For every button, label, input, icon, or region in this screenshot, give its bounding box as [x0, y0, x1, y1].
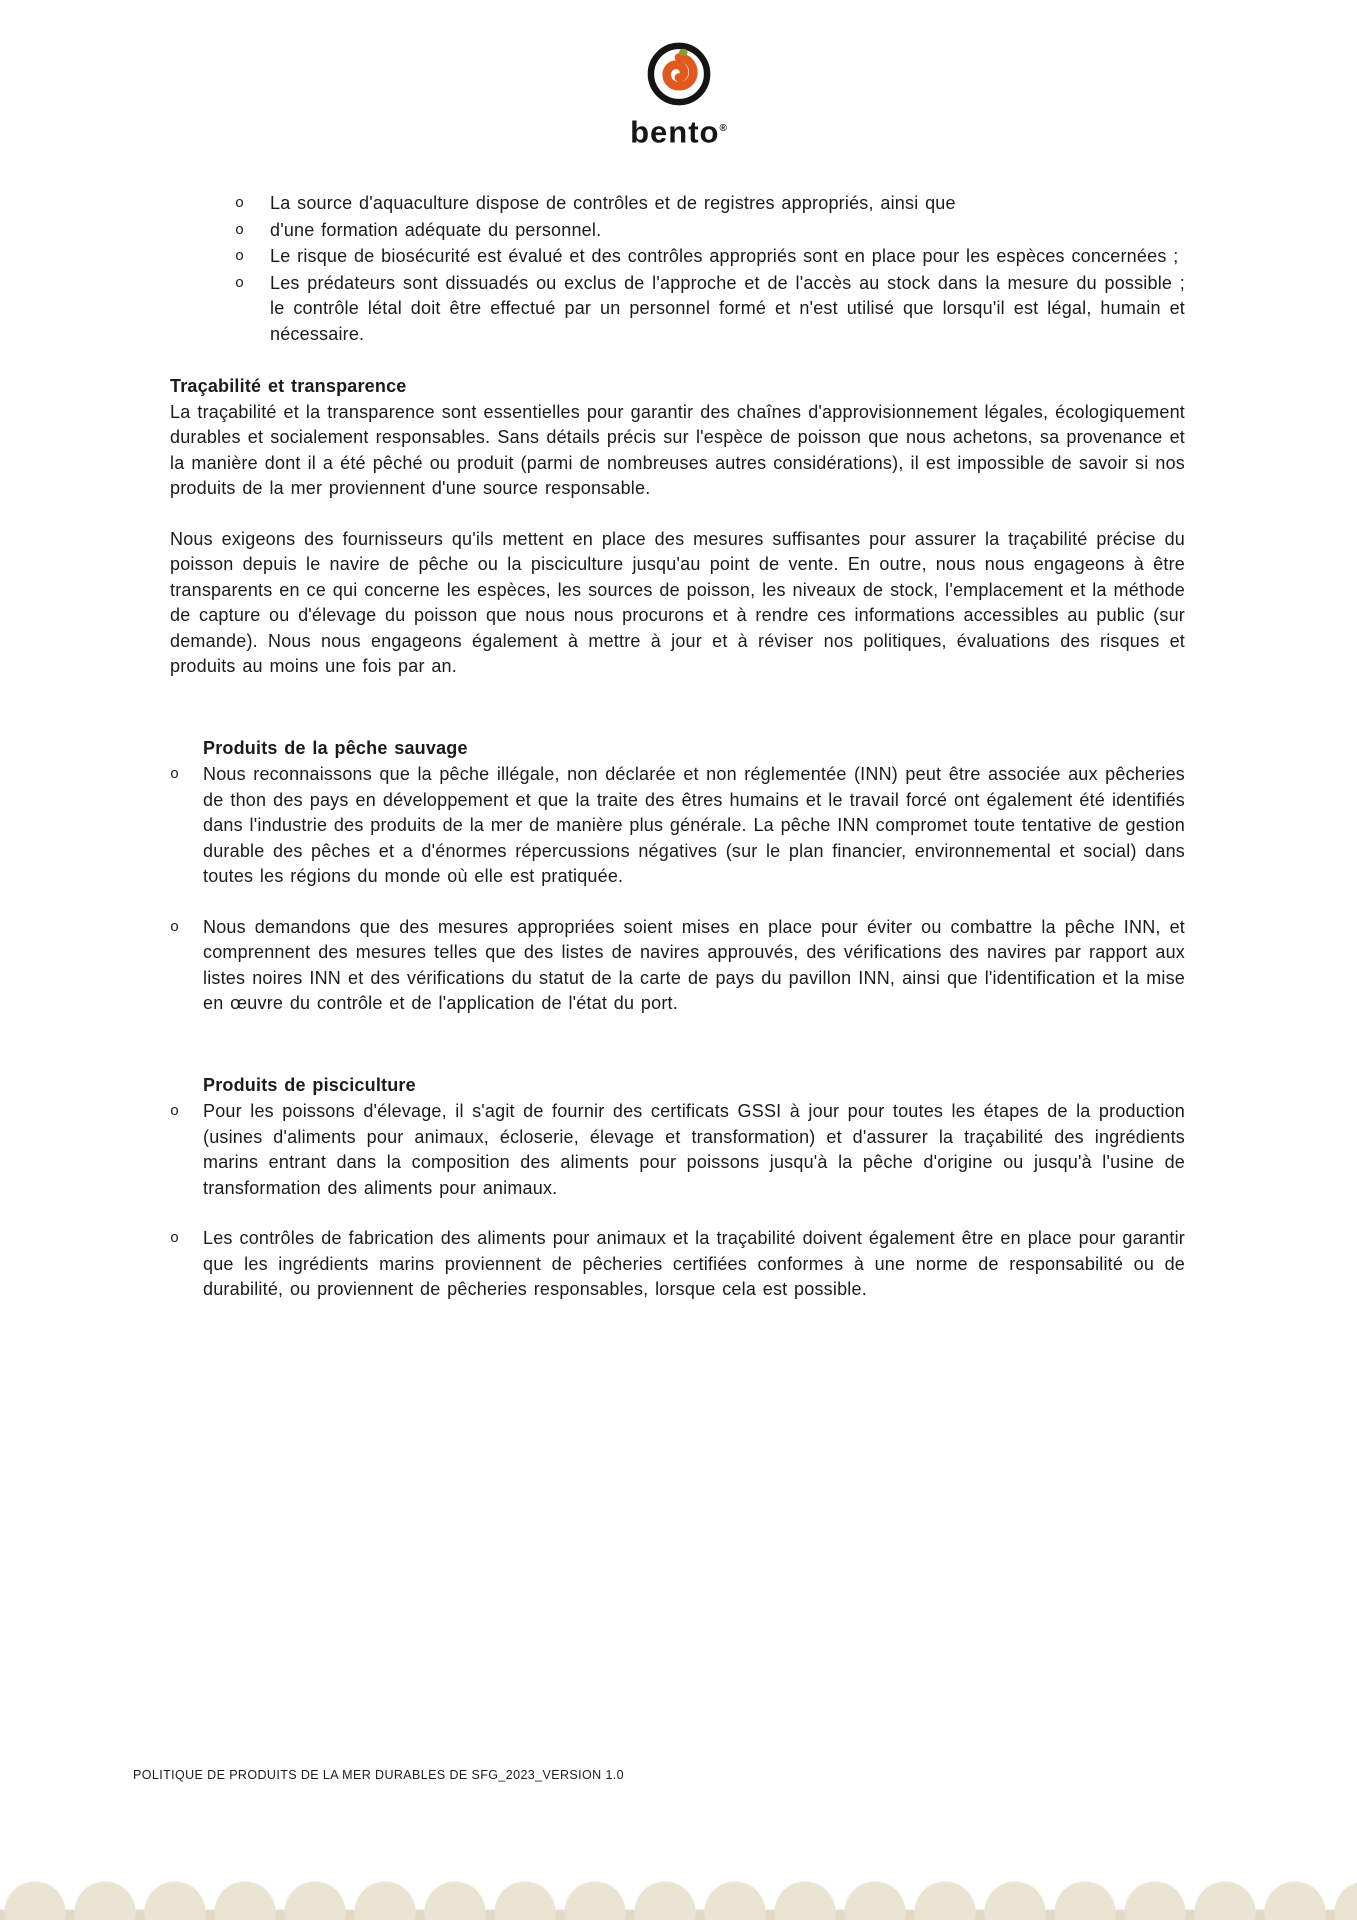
bullet-marker: o	[170, 918, 180, 936]
list-item	[235, 218, 1185, 244]
bento-logo-icon	[643, 38, 715, 110]
list-item-text: Nous reconnaissons que la pêche illégale, non déclarée et non réglementée (INN) peut être associée aux pêcheries de thon des pays en développement et que la traite des êtres humains et le travail forcé ont également été identifiés dans l'industrie des produits de la mer de manière plus générale. La pêche INN compromet toute tentative de gestion durable des pêches et a d'énormes répercussions négatives (sur le plan financier, environnemental et social) dans toutes les régions du monde où elle est pratiquée.	[203, 764, 1185, 887]
bullet-marker: o	[170, 1230, 180, 1248]
list-item-text: Le risque de biosécurité est évalué et des contrôles appropriés sont en place pour les espèces concernées ;	[270, 246, 1179, 267]
list-item	[170, 1099, 1185, 1201]
brand-wordmark	[0, 112, 1357, 149]
logo	[0, 0, 1357, 149]
registered-mark: ®	[719, 123, 727, 134]
list-item-text: La source d'aquaculture dispose de contrôles et de registres appropriés, ainsi que	[270, 193, 956, 214]
paragraph: Nous exigeons des fournisseurs qu'ils mettent en place des mesures suffisantes pour assurer la traçabilité précise du poisson depuis le navire de pêche ou la pisciculture jusqu'au point de vente. En outre, nous nous engageons à être transparents en ce qui concerne les espèces, les sources de poisson, les niveaux de stock, l'emplacement et la méthode de capture ou d'élevage du poisson que nous nous procurons et à rendre ces informations accessibles au public (sur demande). Nous nous engageons également à mettre à jour et à réviser nos politiques, évaluations des risques et produits au moins une fois par an.	[170, 528, 1185, 677]
section-heading-traceability: Traçabilité et transparence	[170, 376, 407, 397]
list-item	[235, 191, 1185, 217]
list-item	[170, 915, 1185, 1017]
section-heading-farmed: Produits de pisciculture	[203, 1074, 416, 1095]
list-item	[170, 1226, 1185, 1303]
list-item-text: Pour les poissons d'élevage, il s'agit de fournir des certificats GSSI à jour pour toutes les étapes de la production (usines d'aliments pour animaux, écloserie, élevage et transformation) et d'assurer la traçabilité des ingrédients marins entrant dans la composition des aliments pour poissons jusqu'à la pêche d'origine ou jusqu'à l'usine de transformation des aliments pour animaux.	[203, 1101, 1185, 1198]
list-item	[235, 271, 1185, 348]
bullet-marker: o	[170, 1103, 180, 1121]
paragraph: La traçabilité et la transparence sont essentielles pour garantir des chaînes d'approvisionnement légales, écologiquement durables et socialement responsables. Sans détails précis sur l'espèce de poisson que nous achetons, sa provenance et la manière dont il a été pêché ou produit (parmi de nombreuses autres considérations), il est impossible de savoir si nos produits de la mer proviennent d'une source responsable.	[170, 401, 1185, 499]
scalloped-border	[0, 1860, 1357, 1920]
bullet-marker: o	[235, 248, 245, 266]
list-item-text: Nous demandons que des mesures appropriées soient mises en place pour éviter ou combattre la pêche INN, et comprennent des mesures telles que des listes de navires approuvés, des vérifications des navires par rapport aux listes noires INN et des vérifications du statut de la carte de pays du pavillon INN, ainsi que l'identification et la mise en œuvre du contrôle et de l'application de l'état du port.	[203, 916, 1185, 1014]
footer-text: POLITIQUE DE PRODUITS DE LA MER DURABLES DE SFG_2023_VERSION 1.0	[133, 1768, 625, 1782]
bullet-marker: o	[235, 274, 245, 292]
list-item	[170, 762, 1185, 890]
list-item	[235, 244, 1185, 270]
section-heading-wild-catch: Produits de la pêche sauvage	[203, 737, 468, 758]
bullet-marker: o	[235, 195, 245, 213]
intro-bullet-list	[235, 191, 1185, 347]
document-body	[170, 191, 1185, 1303]
list-item-text: Les prédateurs sont dissuadés ou exclus de l'approche et de l'accès au stock dans la mesure du possible ; le contrôle létal doit être effectué par un personnel formé et n'est utilisé que lorsqu'il est légal, humain et nécessaire.	[270, 272, 1185, 344]
list-item-text: d'une formation adéquate du personnel.	[270, 219, 602, 240]
bullet-marker: o	[170, 766, 180, 784]
brand-name: bento	[630, 114, 720, 150]
bullet-marker: o	[235, 221, 245, 239]
list-item-text: Les contrôles de fabrication des aliments pour animaux et la traçabilité doivent également être en place pour garantir que les ingrédients marins proviennent de pêcheries certifiées conformes à une norme de responsabilité ou de durabilité, ou proviennent de pêcheries responsables, lorsque cela est possible.	[203, 1228, 1185, 1300]
